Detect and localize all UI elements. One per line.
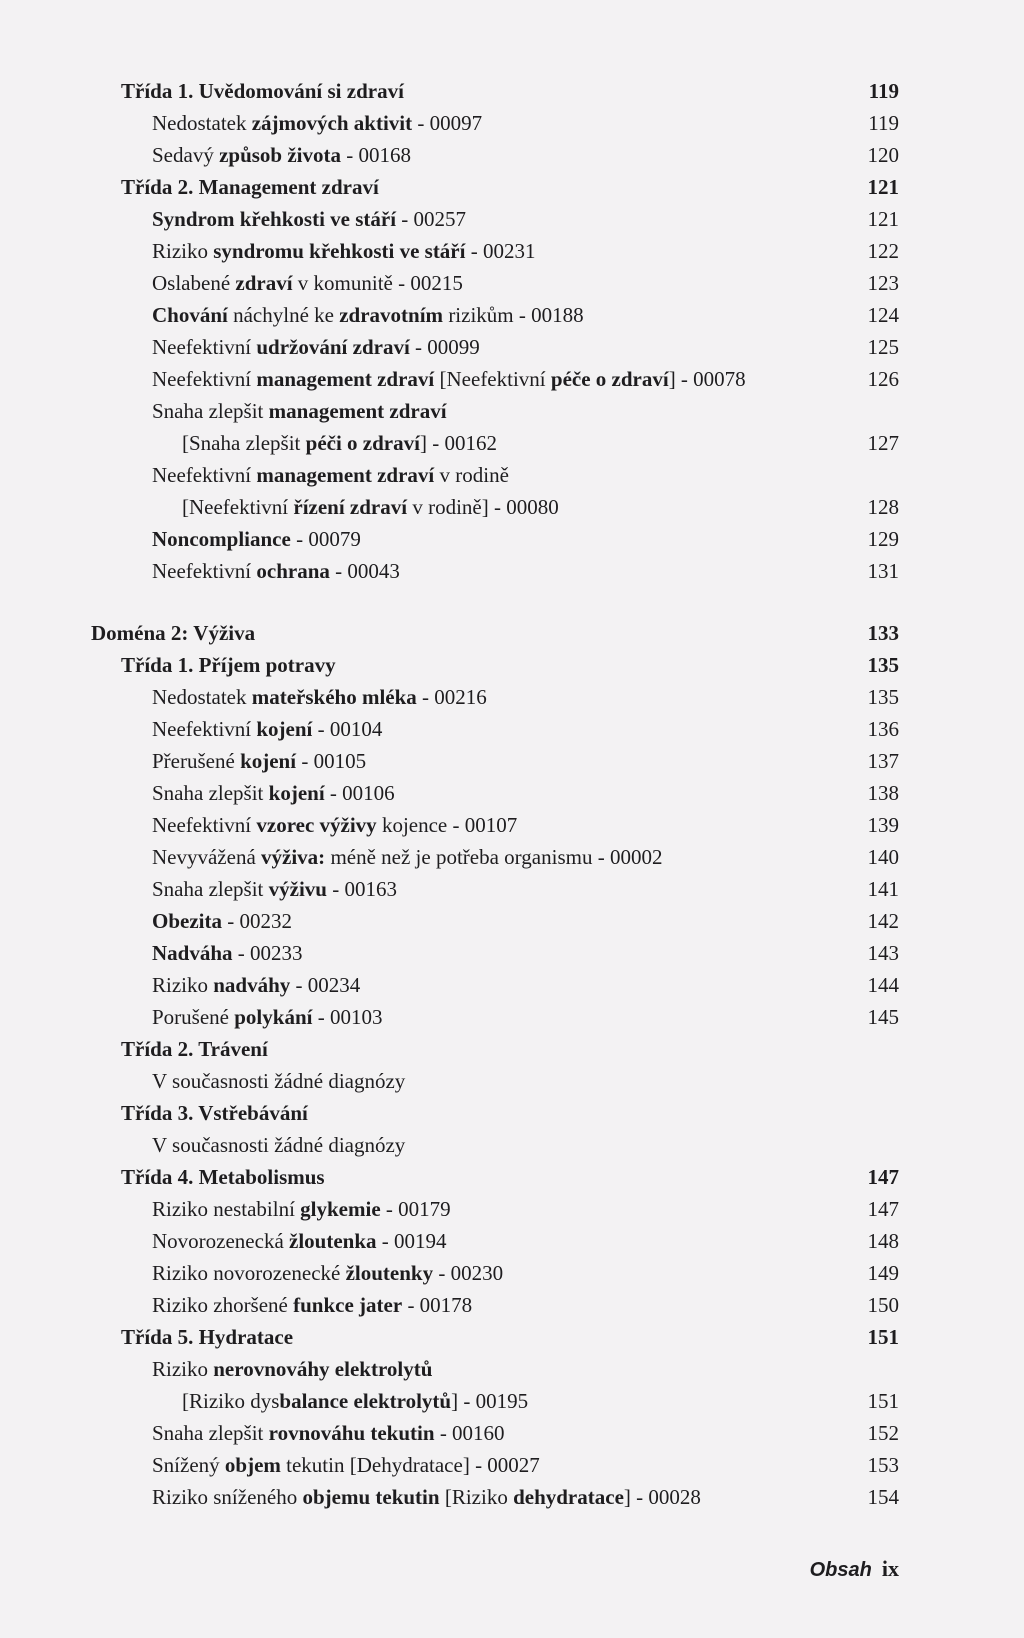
toc-page-number: 154 xyxy=(867,1485,899,1509)
toc-page-number: 127 xyxy=(867,431,899,455)
toc-keyword: výživa: xyxy=(261,845,326,869)
toc-text: Snížený xyxy=(152,1453,225,1477)
toc-entry xyxy=(0,874,1024,904)
toc-keyword: polykání xyxy=(234,1005,313,1029)
toc-keyword: Třída 1. Příjem potravy xyxy=(121,653,336,677)
toc-keyword: zdraví xyxy=(235,271,293,295)
toc-page-number: 124 xyxy=(867,303,899,327)
toc-entry-title xyxy=(152,970,360,1000)
toc-entry xyxy=(0,810,1024,840)
toc-keyword: kojení xyxy=(256,717,313,741)
toc-keyword: Chování xyxy=(152,303,228,327)
toc-text: ] - 00195 xyxy=(451,1389,529,1413)
toc-entry-title xyxy=(152,682,487,712)
toc-entry xyxy=(0,714,1024,744)
toc-page-number: 126 xyxy=(867,367,899,391)
toc-entry-title xyxy=(152,1258,503,1288)
toc-class-heading xyxy=(0,1098,1024,1128)
toc-keyword: nerovnováhy elektrolytů xyxy=(213,1357,433,1381)
toc-keyword: kojení xyxy=(268,781,325,805)
toc-class-heading xyxy=(0,172,1024,202)
toc-page-number: 125 xyxy=(867,335,899,359)
toc-entry-title xyxy=(152,746,366,776)
toc-page-number: 147 xyxy=(867,1197,899,1221)
toc-entry xyxy=(0,204,1024,234)
toc-keyword: udržování zdraví xyxy=(256,335,410,359)
toc-keyword: Nadváha xyxy=(152,941,233,965)
toc-entry xyxy=(0,970,1024,1000)
toc-entry-title xyxy=(152,524,361,554)
toc-keyword: management zdraví xyxy=(268,399,447,423)
toc-keyword: objem xyxy=(224,1453,281,1477)
toc-keyword: Třída 2. Trávení xyxy=(121,1037,268,1061)
toc-keyword: výživu xyxy=(268,877,327,901)
toc-text: v komunitě - 00215 xyxy=(292,271,463,295)
toc-text: [Neefektivní xyxy=(182,495,294,519)
toc-keyword: způsob života xyxy=(219,143,342,167)
toc-entry-title xyxy=(121,1034,268,1064)
toc-text: ] - 00162 xyxy=(419,431,497,455)
toc-entry xyxy=(0,364,1024,394)
toc-entry-title xyxy=(152,1226,447,1256)
toc-domain-heading xyxy=(0,618,1024,648)
toc-page-number: 136 xyxy=(867,717,899,741)
toc-text: Riziko xyxy=(152,239,214,263)
toc-entry xyxy=(0,746,1024,776)
toc-keyword: péče o zdraví xyxy=(550,367,669,391)
toc-class-heading xyxy=(0,1162,1024,1192)
toc-entry xyxy=(0,682,1024,712)
toc-entry xyxy=(0,300,1024,330)
toc-page-number: 143 xyxy=(867,941,899,965)
toc-keyword: Doména 2: Výživa xyxy=(91,621,256,645)
toc-entry xyxy=(0,460,1024,490)
toc-text: náchylné ke xyxy=(227,303,340,327)
toc-text: Sedavý xyxy=(152,143,220,167)
toc-text: Neefektivní xyxy=(152,367,257,391)
toc-keyword: řízení zdraví xyxy=(293,495,408,519)
toc-text: Riziko xyxy=(152,973,214,997)
toc-text: Snaha zlepšit xyxy=(152,399,269,423)
toc-page-number: 135 xyxy=(867,685,899,709)
toc-text: v rodině xyxy=(434,463,509,487)
toc-entry-title xyxy=(152,332,480,362)
toc-entry-title xyxy=(152,1290,472,1320)
toc-entry xyxy=(0,236,1024,266)
toc-keyword: Třída 4. Metabolismus xyxy=(121,1165,325,1189)
toc-entry-title xyxy=(152,906,292,936)
toc-text: [Riziko xyxy=(439,1485,514,1509)
toc-text: [Neefektivní xyxy=(434,367,551,391)
toc-text: Riziko snížené xyxy=(152,1485,277,1509)
toc-entry xyxy=(0,938,1024,968)
toc-text: - 00216 xyxy=(416,685,487,709)
toc-text: Neefektivní xyxy=(152,813,257,837)
toc-text: - 00103 xyxy=(312,1005,383,1029)
toc-entry xyxy=(0,1482,1024,1512)
toc-page-number: 131 xyxy=(867,559,899,583)
toc-text: - 00232 xyxy=(221,909,292,933)
toc-keyword: funkce jater xyxy=(293,1293,403,1317)
toc-page-number: 149 xyxy=(867,1261,899,1285)
toc-entry-title xyxy=(121,650,336,680)
toc-keyword: vzorec výživy xyxy=(256,813,377,837)
toc-page-number: 138 xyxy=(867,781,899,805)
toc-entry xyxy=(0,906,1024,936)
toc-entry-title xyxy=(152,236,535,266)
toc-entry-title xyxy=(152,460,509,490)
toc-page-number: 121 xyxy=(867,207,899,231)
toc-page-number: 141 xyxy=(867,877,899,901)
toc-text: - 00179 xyxy=(380,1197,451,1221)
toc-keyword: objemu tekutin xyxy=(302,1485,440,1509)
toc-entry xyxy=(0,1354,1024,1384)
toc-text: Snaha zlepšit xyxy=(152,1421,269,1445)
toc-entry-title xyxy=(152,1450,540,1480)
toc-class-heading xyxy=(0,650,1024,680)
toc-entry-title xyxy=(121,1162,325,1192)
toc-keyword: Syndrom křehkosti ve stáří xyxy=(152,207,397,231)
toc-text: - 00104 xyxy=(312,717,383,741)
toc-keyword: management zdraví xyxy=(256,367,435,391)
toc-entry-title xyxy=(152,1002,382,1032)
toc-text: - 00097 xyxy=(412,111,483,135)
footer-page-number: ix xyxy=(881,1556,899,1581)
toc-entry-title xyxy=(152,1194,451,1224)
toc-keyword: syndromu křehkosti ve stáří xyxy=(213,239,466,263)
toc-text: Neefektivní xyxy=(152,559,257,583)
toc-entry xyxy=(0,428,1024,458)
toc-text: Přerušené xyxy=(152,749,241,773)
toc-entry xyxy=(0,524,1024,554)
toc-entry-title xyxy=(152,396,447,426)
toc-entry xyxy=(0,1226,1024,1256)
toc-entry xyxy=(0,842,1024,872)
toc-keyword: balance elektrolytů xyxy=(279,1389,452,1413)
toc-text: tekutin [Dehydratace] - 00027 xyxy=(280,1453,540,1477)
toc-text: Oslabené xyxy=(152,271,236,295)
toc-text: Neefektivní xyxy=(152,335,257,359)
toc-text: Snaha zlepšit xyxy=(152,781,269,805)
toc-text: Riziko xyxy=(152,1357,214,1381)
toc-keyword: dehydratace xyxy=(513,1485,624,1509)
toc-text: Riziko nestabilní xyxy=(152,1197,301,1221)
toc-entry-title xyxy=(152,714,382,744)
toc-entry-title xyxy=(152,1354,432,1384)
toc-entry xyxy=(0,396,1024,426)
toc-entry-title xyxy=(152,364,746,394)
toc-text: - 00234 xyxy=(290,973,361,997)
toc-text: - 00231 xyxy=(465,239,536,263)
toc-keyword: Třída 2. Management zdraví xyxy=(121,175,379,199)
toc-page-number: 140 xyxy=(867,845,899,869)
toc-keyword: Třída 5. Hydratace xyxy=(121,1325,294,1349)
toc-text: - 00106 xyxy=(324,781,395,805)
toc-text: V současnosti žádné diagnózy xyxy=(152,1133,406,1157)
toc-keyword: mateřského mléka xyxy=(251,685,417,709)
toc-text: méně než je potřeba organismu - 00002 xyxy=(325,845,663,869)
toc-text: Riziko zhoršené xyxy=(152,1293,294,1317)
toc-entry xyxy=(0,140,1024,170)
toc-entry xyxy=(0,1066,1024,1096)
toc-text: [Riziko dys xyxy=(182,1389,280,1413)
toc-text: - 00043 xyxy=(329,559,400,583)
toc-keyword: nadváhy xyxy=(213,973,291,997)
toc-text: - 00160 xyxy=(434,1421,505,1445)
toc-entry-title xyxy=(152,810,517,840)
toc-page-number: 142 xyxy=(867,909,899,933)
toc-entry-title xyxy=(152,938,303,968)
toc-page-number: 148 xyxy=(867,1229,899,1253)
toc-text: - 00178 xyxy=(402,1293,473,1317)
toc-text: V současnosti žádné diagnózy xyxy=(152,1069,406,1093)
toc-page-number: 121 xyxy=(867,175,899,199)
toc-keyword: Třída 1. Uvědomování si zdraví xyxy=(121,79,404,103)
toc-entry-title xyxy=(152,1130,405,1160)
toc-text: Riziko novorozenecké xyxy=(152,1261,346,1285)
toc-entry-title xyxy=(121,76,404,106)
toc-entry xyxy=(0,1418,1024,1448)
toc-entry-title xyxy=(152,108,482,138)
page-footer xyxy=(810,1554,899,1585)
footer-section-title: Obsah xyxy=(809,1559,872,1581)
toc-page-number: 144 xyxy=(867,973,899,997)
toc-text: rizikům - 00188 xyxy=(443,303,584,327)
toc-entry-title xyxy=(152,874,397,904)
toc-entry xyxy=(0,1130,1024,1160)
toc-page-number: 133 xyxy=(867,621,899,645)
toc-keyword: Třída 3. Vstřebávání xyxy=(121,1101,308,1125)
toc-entry xyxy=(0,1258,1024,1288)
toc-entry-title xyxy=(152,204,466,234)
toc-page-number: 137 xyxy=(867,749,899,773)
toc-text: Nedostatek xyxy=(152,685,252,709)
toc-entry-title xyxy=(182,1386,528,1416)
toc-entry-title xyxy=(152,778,395,808)
toc-text: ] - 00028 xyxy=(623,1485,701,1509)
toc-page-number: 151 xyxy=(867,1389,899,1413)
toc-page-number: 139 xyxy=(867,813,899,837)
toc-entry xyxy=(0,108,1024,138)
toc-page-number: 153 xyxy=(867,1453,899,1477)
toc-keyword: management zdraví xyxy=(256,463,435,487)
toc-keyword: kojení xyxy=(240,749,297,773)
toc-keyword: zájmových aktivit xyxy=(251,111,413,135)
toc-class-heading xyxy=(0,1322,1024,1352)
toc-text: Neefektivní xyxy=(152,463,257,487)
toc-text: - 00230 xyxy=(433,1261,504,1285)
toc-entry xyxy=(0,1290,1024,1320)
toc-text: - 00233 xyxy=(232,941,303,965)
toc-entry-title xyxy=(182,428,497,458)
toc-page-number: 119 xyxy=(868,79,899,103)
toc-entry-title xyxy=(152,842,662,872)
toc-entry-title xyxy=(91,618,255,648)
toc-entry xyxy=(0,332,1024,362)
toc-entry-title xyxy=(121,1098,308,1128)
toc-keyword: glykemie xyxy=(300,1197,381,1221)
toc-text: - 00194 xyxy=(376,1229,447,1253)
toc-entry-title xyxy=(152,1482,701,1512)
toc-text: [Snaha zlepšit xyxy=(182,431,306,455)
toc-entry xyxy=(0,1002,1024,1032)
toc-entry xyxy=(0,268,1024,298)
toc-text: Nevyvážená xyxy=(152,845,262,869)
toc-class-heading xyxy=(0,76,1024,106)
toc-page-number: 128 xyxy=(867,495,899,519)
toc-entry xyxy=(0,1194,1024,1224)
toc-entry xyxy=(0,1450,1024,1480)
toc-keyword: Noncompliance xyxy=(152,527,291,551)
toc-text: v rodině] - 00080 xyxy=(407,495,559,519)
toc-entry-title xyxy=(152,268,463,298)
toc-keyword: péči o zdraví xyxy=(305,431,420,455)
toc-entry-title xyxy=(121,1322,293,1352)
toc-page-number: 152 xyxy=(867,1421,899,1445)
toc-page-number: 122 xyxy=(867,239,899,263)
toc-entry-title xyxy=(121,172,379,202)
toc-page-number: 119 xyxy=(868,111,899,135)
toc-entry-title xyxy=(152,556,400,586)
toc-text: - 00079 xyxy=(290,527,361,551)
toc-page-number: 150 xyxy=(867,1293,899,1317)
toc-entry xyxy=(0,492,1024,522)
toc-entry xyxy=(0,778,1024,808)
toc-page-number: 145 xyxy=(867,1005,899,1029)
toc-entry-title xyxy=(152,300,584,330)
toc-entry-title xyxy=(152,1066,405,1096)
toc-text: - 00168 xyxy=(341,143,412,167)
toc-page-number: 129 xyxy=(867,527,899,551)
toc-text: kojence - 00107 xyxy=(376,813,518,837)
toc-page-number: 120 xyxy=(867,143,899,167)
toc-text: Porušené xyxy=(152,1005,235,1029)
toc-page-number: 151 xyxy=(867,1325,899,1349)
toc-keyword: Obezita xyxy=(152,909,222,933)
toc-entry-title xyxy=(182,492,559,522)
toc-text: ] - 00078 xyxy=(668,367,746,391)
toc-text: Nedostatek xyxy=(152,111,252,135)
toc-text: Snaha zlepšit xyxy=(152,877,269,901)
toc-keyword: zdravotním xyxy=(339,303,444,327)
toc-page-number: 135 xyxy=(867,653,899,677)
toc-page-number: 123 xyxy=(867,271,899,295)
toc-text: ho xyxy=(276,1485,303,1509)
toc-text: - 00105 xyxy=(296,749,367,773)
toc-text: - 00163 xyxy=(326,877,397,901)
toc-text: Neefektivní xyxy=(152,717,257,741)
toc-text: - 00099 xyxy=(409,335,480,359)
toc-entry xyxy=(0,1386,1024,1416)
toc-entry-title xyxy=(152,1418,505,1448)
toc-page-number: 147 xyxy=(867,1165,899,1189)
toc-entry xyxy=(0,556,1024,586)
toc-keyword: žloutenky xyxy=(345,1261,434,1285)
toc-keyword: rovnováhu tekutin xyxy=(268,1421,435,1445)
toc-class-heading xyxy=(0,1034,1024,1064)
toc-entry-title xyxy=(152,140,411,170)
toc-keyword: žloutenka xyxy=(289,1229,377,1253)
toc-text: - 00257 xyxy=(396,207,467,231)
toc-text: Novorozenecká xyxy=(152,1229,290,1253)
toc-keyword: ochrana xyxy=(256,559,330,583)
